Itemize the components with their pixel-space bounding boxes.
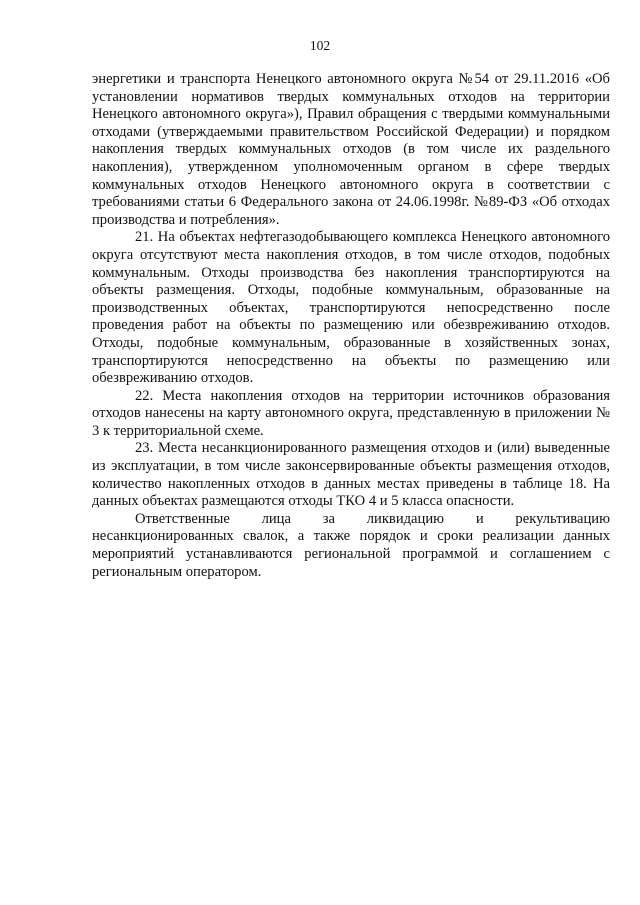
paragraph-continuation: энергетики и транспорта Ненецкого автономного округа №54 от 29.11.2016 «Об установлении нормативов твердых коммунальных отходов на территории Ненецкого автономного округа»), Правил обращения с твердыми коммунальными отходами (утверждаемыми правительством Российской Федерации) и порядком накопления твердых коммунальных отходов (в том числе их раздельного накопления), утвержденном уполномоченным органом в сфере твердых коммунальных отходов Ненецкого автономного округа в соответствии с требованиями статьи 6 Федерального закона от 24.06.1998г. №89-ФЗ «Об отходах производства и потребления». (92, 71, 610, 228)
page-number: 102 (309, 38, 331, 53)
paragraph-item-21: 21. На объектах нефтегазодобывающего комплекса Ненецкого автономного округа отсутствуют места накопления отходов, в том числе отходов, подобных коммунальным. Отходы производства без накопления транспортируются на объекты размещения. Отходы, подобные коммунальным, образованные на производственных объектах, транспортируются непосредственно после проведения работ на объекты по размещению или обезвреживанию отходов. Отходы, подобные коммунальным, образованные в хозяйственных зонах, транспортируются непосредственно на объекты по размещению или обезвреживанию отходов. (92, 229, 610, 387)
paragraph-item-23: 23. Места несанкционированного размещения отходов и (или) выведенные из эксплуатации, в том числе законсервированные объекты размещения отходов, количество накопленных отходов в данных местах приведены в таблице 18. На данных объектах размещаются отходы ТКО 4 и 5 класса опасности. (92, 440, 610, 510)
paragraph-item-22: 22. Места накопления отходов на территории источников образования отходов нанесены на карту автономного округа, представленную в приложении № 3 к территориальной схеме. (92, 387, 610, 439)
document-body (92, 71, 610, 581)
paragraph-responsible-persons: Ответственные лица за ликвидацию и рекультивацию несанкционированных свалок, а также порядок и сроки реализации данных мероприятий устанавливаются региональной программой и соглашением с региональным оператором. (92, 510, 610, 580)
